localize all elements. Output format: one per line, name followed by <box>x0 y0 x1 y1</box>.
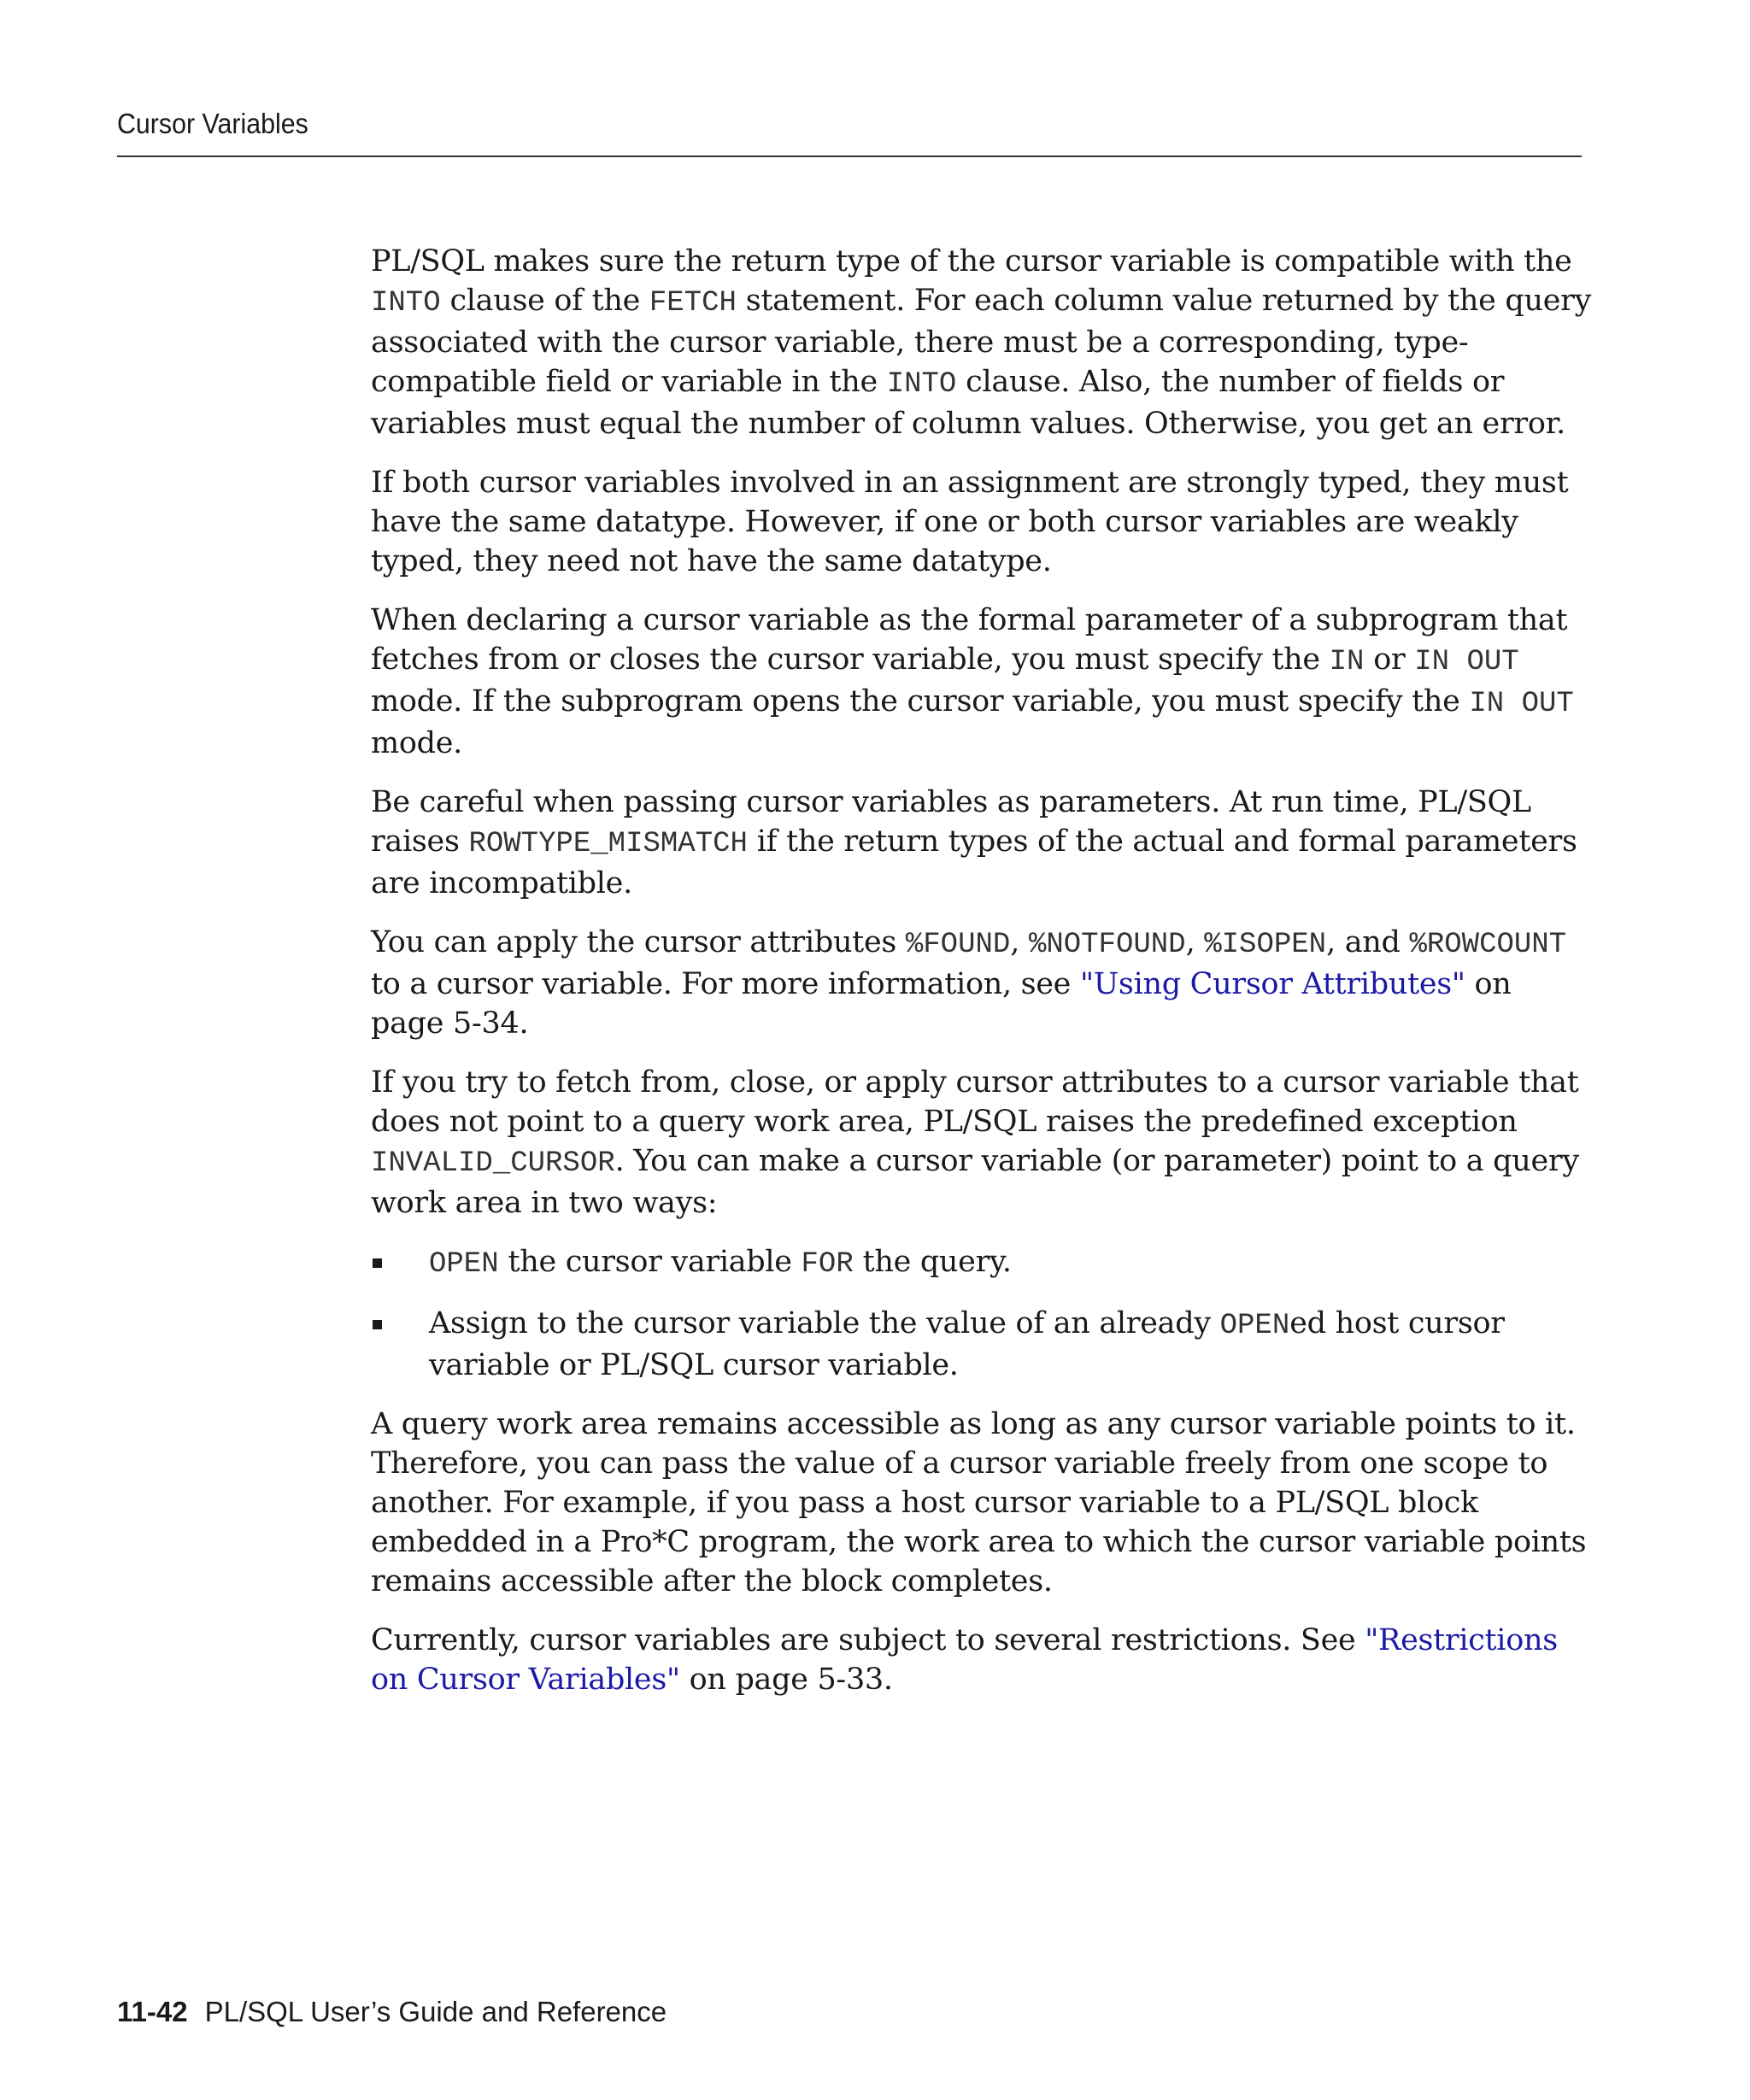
code-rowtype-mismatch: ROWTYPE_MISMATCH <box>468 828 748 860</box>
code-invalid-cursor: INVALID_CURSOR <box>371 1147 615 1180</box>
text-run: Be careful when passing cursor variables as parameters. At run time, PL/SQL raises <box>371 785 1531 859</box>
text-run: clause. Also, the number of fields or variables must equal the number of column values. Otherwise, you get an error. <box>371 365 1565 441</box>
code-open: OPEN <box>1219 1310 1290 1342</box>
text-run: the query. <box>853 1245 1012 1279</box>
text-run: , and <box>1326 925 1410 959</box>
book-title: PL/SQL User’s Guide and Reference <box>204 1996 667 2027</box>
code-fetch: FETCH <box>649 287 737 320</box>
paragraph-invalid-cursor <box>371 1063 1593 1223</box>
code-found: %FOUND <box>905 929 1011 961</box>
text-run: ed host cursor variable or PL/SQL cursor variable. <box>429 1306 1505 1382</box>
page-body <box>371 242 1593 1719</box>
paragraph-return-type <box>371 242 1593 443</box>
text-run: clause of the <box>440 284 649 318</box>
paragraph-passing-parameters <box>371 783 1593 903</box>
text-run: A query work area remains accessible as long as any cursor variable points to it. Therefore, you can pass the value of a cursor variable freely from one scope to another. For example, if you pass a host cursor variable to a PL/SQL block embedded in a Pro*C program, the work area to which the cursor variable points remains accessible after the block completes. <box>371 1407 1587 1598</box>
text-run: or <box>1364 642 1415 677</box>
text-run: the cursor variable <box>498 1245 802 1279</box>
link-restrictions-on-cursor-variables[interactable]: "Restrictions on Cursor Variables" <box>371 1623 1558 1697</box>
code-isopen: %ISOPEN <box>1204 929 1327 961</box>
code-into: INTO <box>886 368 957 401</box>
text-run: If you try to fetch from, close, or apply cursor attributes to a cursor variable that does not point to a query work area, PL/SQL raises the predefined exception <box>371 1065 1579 1139</box>
code-notfound: %NOTFOUND <box>1028 929 1186 961</box>
running-header: Cursor Variables <box>117 108 308 139</box>
text-run: statement. For each column value returned by the query associated with the cursor variable, there must be a corresponding, type-compatible field or variable in the <box>371 284 1592 399</box>
text-run: on page 5-34. <box>371 967 1512 1041</box>
code-rowcount: %ROWCOUNT <box>1409 929 1567 961</box>
text-run: Currently, cursor variables are subject to several restrictions. See <box>371 1623 1365 1657</box>
paragraph-strongly-typed <box>371 463 1593 581</box>
code-in-out: IN OUT <box>1414 646 1519 678</box>
bullet-list <box>371 1242 1593 1385</box>
code-into: INTO <box>371 287 441 320</box>
text-run: You can apply the cursor attributes <box>371 925 906 959</box>
text-run: , <box>1010 925 1029 959</box>
list-item <box>371 1242 1593 1284</box>
text-run: When declaring a cursor variable as the formal parameter of a subprogram that fetches from or closes the cursor variable, you must specify the <box>371 603 1568 677</box>
link-using-cursor-attributes[interactable]: "Using Cursor Attributes" <box>1079 967 1465 1001</box>
text-run: , <box>1185 925 1205 959</box>
square-bullet-icon <box>373 1258 382 1268</box>
text-run: mode. If the subprogram opens the cursor variable, you must specify the <box>371 684 1470 719</box>
paragraph-work-area-accessible <box>371 1405 1593 1601</box>
square-bullet-icon <box>373 1320 382 1329</box>
code-for: FOR <box>801 1248 854 1281</box>
page-number: 11-42 <box>117 1996 188 2027</box>
page-footer <box>117 1996 667 2028</box>
text-run: If both cursor variables involved in an assignment are strongly typed, they must have the same datatype. However, if one or both cursor variables are weakly typed, they need not have the same datatype. <box>371 466 1569 578</box>
code-in: IN <box>1329 646 1365 678</box>
text-run: on page 5-33. <box>679 1663 893 1697</box>
code-open: OPEN <box>429 1248 499 1281</box>
paragraph-cursor-attributes <box>371 923 1593 1043</box>
text-run: Assign to the cursor variable the value of an already <box>429 1306 1220 1340</box>
text-run: to a cursor variable. For more information, see <box>371 967 1080 1001</box>
text-run: mode. <box>371 726 463 760</box>
paragraph-formal-parameter <box>371 601 1593 763</box>
code-in-out: IN OUT <box>1469 688 1574 720</box>
text-run: . You can make a cursor variable (or parameter) point to a query work area in two ways: <box>371 1144 1579 1220</box>
text-run: PL/SQL makes sure the return type of the cursor variable is compatible with the <box>371 244 1572 279</box>
list-item <box>371 1304 1593 1385</box>
paragraph-restrictions <box>371 1621 1593 1699</box>
header-rule <box>117 155 1582 157</box>
text-run: if the return types of the actual and formal parameters are incompatible. <box>371 824 1577 900</box>
